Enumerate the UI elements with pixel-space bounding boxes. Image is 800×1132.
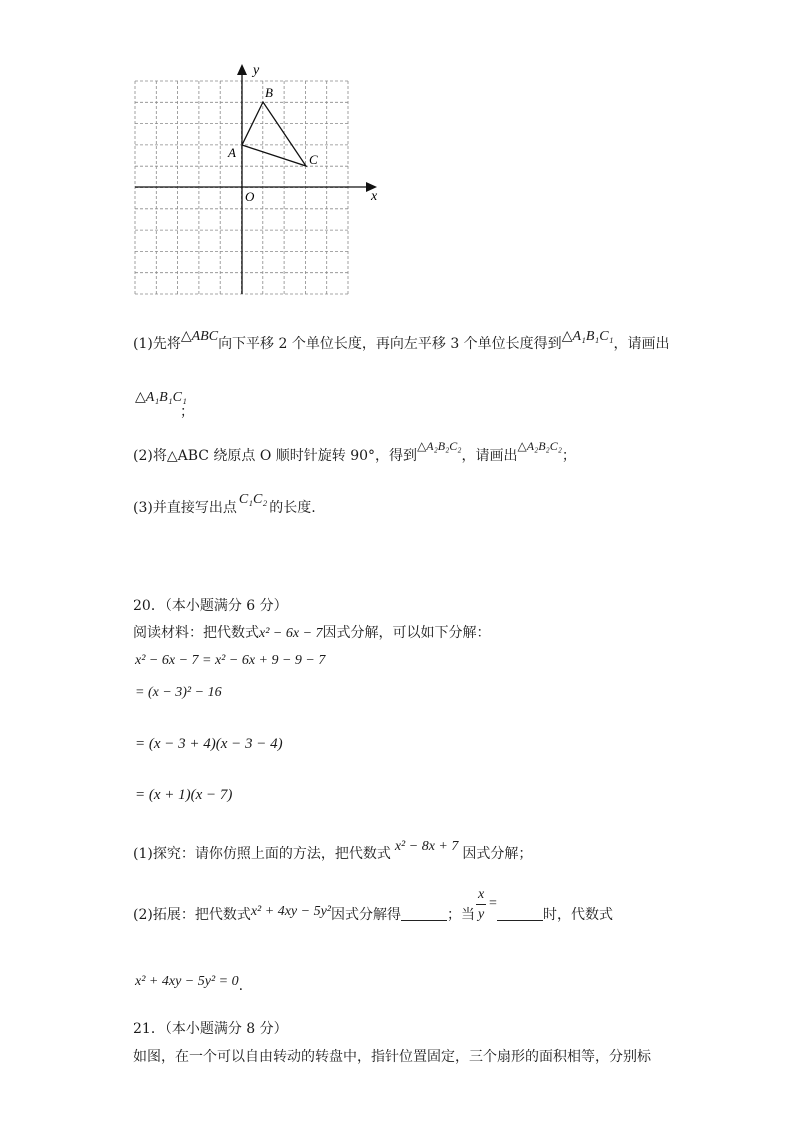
q20-frac-num: x <box>478 887 485 902</box>
q19-part3-text-a: (3)并直接写出点 <box>133 500 237 516</box>
q20-extend-eq-line <box>135 972 244 994</box>
tri-abc-inline: △ABC <box>180 329 219 344</box>
q19-part2-text-c: ； <box>561 448 576 464</box>
point-b-label: B <box>265 85 273 100</box>
q20-step4: = (x + 1)(x − 7) <box>135 787 233 803</box>
q20-extend-text-c: ；当 <box>447 907 475 923</box>
frac-bar <box>476 904 486 905</box>
q19-part3-text-b: 的长度. <box>269 500 316 516</box>
coordinate-figure <box>125 60 385 300</box>
q20-reading-expr: x² − 6x − 7 <box>259 626 323 641</box>
q20-step1: x² − 6x − 7 = x² − 6x + 9 − 9 − 7 <box>135 653 326 668</box>
q19-part2-text-a: (2)将△ABC 绕原点 O 顺时针旋转 90°，得到 <box>133 448 418 464</box>
q20-extend-text-d: 时，代数式 <box>543 907 613 923</box>
q20-step2: = (x − 3)² − 16 <box>135 685 222 700</box>
q19-part2 <box>133 439 576 465</box>
q20-reading <box>133 624 491 643</box>
tri-a2b2c2-inline: △A₂B₂C₂ <box>417 439 462 453</box>
tri-a1b1c1-inline: △A₁B₁C₁ <box>561 329 614 344</box>
q20-reading-text-b: 因式分解，可以如下分解： <box>322 625 491 641</box>
triangle-abc <box>242 102 306 166</box>
q19-part1-text-b: 向下平移 2 个单位长度，再向左平移 3 个单位长度得到 <box>218 336 562 352</box>
q20-explore-text-a: (1)探究：请你仿照上面的方法，把代数式 <box>133 846 391 862</box>
q19-part2-text-b: ，请画出 <box>461 448 518 464</box>
q20-extend <box>133 906 475 925</box>
q20-extend-tail <box>497 906 613 924</box>
origin-label: O <box>245 189 255 204</box>
q19-part1 <box>133 329 670 354</box>
q20-explore-expr: x² − 8x + 7 <box>394 839 459 854</box>
q20-extend-text-b: 因式分解得 <box>331 907 401 923</box>
q21-text: 如图，在一个可以自由转动的转盘中，指针位置固定，三个扇形的面积相等，分别标 <box>133 1049 651 1065</box>
q21-header: 21．（本小题满分 8 分） <box>133 1021 288 1037</box>
answer-blank-2[interactable] <box>497 906 543 921</box>
y-axis-label: y <box>253 63 260 78</box>
tri-a1b1c1-line2: △A₁B₁C₁ <box>135 390 187 405</box>
q20-header: 20．（本小题满分 6 分） <box>133 598 288 614</box>
q19-part1-end: ； <box>180 404 194 420</box>
q20-reading-text-a: 阅读材料：把代数式 <box>133 625 259 641</box>
answer-blank-1[interactable] <box>401 906 447 921</box>
tri-a2b2c2-inline-b: △A₂B₂C₂ <box>517 439 562 453</box>
point-c-label: C <box>309 152 318 167</box>
q19-part1-text-a: (1)先将 <box>133 336 181 352</box>
q20-frac-den: y <box>478 907 485 922</box>
q19-part1-text-c: ，请画出 <box>613 336 670 352</box>
q20-explore-text-b: 因式分解； <box>462 846 533 862</box>
q20-extend-text-a: (2)拓展：把代数式 <box>133 907 251 923</box>
point-a-label: A <box>228 145 236 160</box>
q19-part3 <box>133 492 316 518</box>
q20-step3: = (x − 3 + 4)(x − 3 − 4) <box>135 736 283 752</box>
q20-extend-expr: x² + 4xy − 5y² <box>250 904 331 919</box>
q20-extend-eq: x² + 4xy − 5y² = 0 <box>135 974 239 989</box>
q20-extend-end: . <box>238 978 244 994</box>
q20-frac-eq: = <box>489 896 497 911</box>
x-axis-label: x <box>371 189 378 204</box>
seg-c1c2: C₁C₂ <box>238 492 268 507</box>
q20-explore <box>133 839 533 864</box>
y-axis-arrow <box>237 64 247 75</box>
